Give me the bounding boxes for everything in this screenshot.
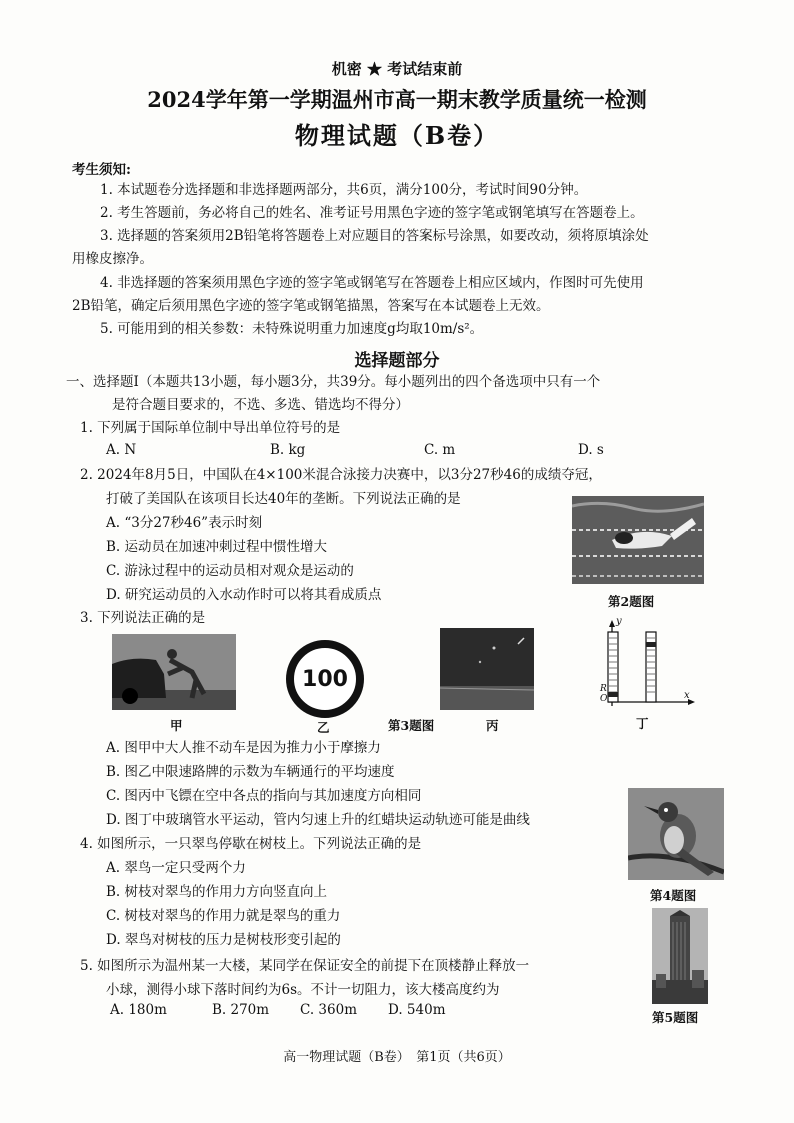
q3-option-b: B. 图乙中限速路牌的示数为车辆通行的平均速度	[106, 764, 395, 780]
glass-tube-diagram	[596, 618, 696, 710]
q2-swimmer-photo	[572, 496, 704, 584]
q1-option-a: A. N	[106, 442, 137, 458]
q2-caption: 第2题图	[608, 594, 655, 609]
q5-option-d: D. 540m	[388, 1002, 446, 1018]
q4-stem: 4. 如图所示，一只翠鸟停歇在树枝上。下列说法正确的是	[80, 836, 422, 852]
section-intro-1: 一、选择题Ⅰ（本题共13小题，每小题3分，共39分。每小题列出的四个备选项中只有一个	[66, 374, 601, 390]
swimmer-image	[572, 496, 704, 584]
notice-line-2: 2. 考生答题前，务必将自己的姓名、准考证号用黑色字迹的签字笔或钢笔填写在答题卷上。	[100, 205, 644, 221]
paper-subtitle: 物理试题（B卷）	[294, 121, 500, 150]
section-intro-2: 是符合题目要求的，不选、多选、错选均不得分）	[112, 397, 409, 413]
axis-y-label: y	[616, 618, 622, 627]
q1-stem: 1. 下列属于国际单位制中导出单位符号的是	[80, 420, 341, 436]
q4-option-b: B. 树枝对翠鸟的作用力方向竖直向上	[106, 884, 328, 900]
q5-building-photo	[652, 908, 708, 1004]
q1-option-d: D. s	[578, 442, 604, 458]
notice-line-5: 5. 可能用到的相关参数：未特殊说明重力加速度g均取10m/s²。	[100, 321, 484, 337]
notice-heading: 考生须知:	[72, 162, 131, 178]
notice-line-4a: 4. 非选择题的答案须用黑色字迹的签字笔或钢笔写在答题卷上相应区域内，作图时可先使用	[100, 275, 644, 291]
q2-option-a: A. “3分27秒46”表示时刻	[106, 515, 263, 531]
speed-limit-value: 100	[302, 666, 348, 692]
q3-fig-jia	[112, 634, 236, 710]
q4-bird-photo	[628, 788, 724, 880]
confidential-mark: 机密 ★ 考试结束前	[331, 60, 463, 78]
notice-line-3a: 3. 选择题的答案须用2B铅笔将答题卷上对应题目的答案标号涂黑，如要改动，须将原填涂处	[100, 228, 649, 244]
q5-option-b: B. 270m	[212, 1002, 270, 1018]
q2-option-d: D. 研究运动员的入水动作时可以将其看成质点	[106, 587, 382, 603]
q1-option-c: C. m	[424, 442, 456, 458]
q3-option-c: C. 图丙中飞镖在空中各点的指向与其加速度方向相同	[106, 788, 422, 804]
q5-option-a: A. 180m	[110, 1002, 167, 1018]
q2-stem-1: 2. 2024年8月5日，中国队在4×100米混合泳接力决赛中，以3分27秒46的成绩夺冠，	[80, 467, 602, 483]
axis-x-label: x	[684, 690, 690, 701]
q5-stem-2: 小球，测得小球下落时间约为6s。不计一切阻力，该大楼高度约为	[106, 982, 500, 998]
q3-caption: 第3题图	[388, 718, 435, 733]
q4-option-d: D. 翠鸟对树枝的压力是树枝形变引起的	[106, 932, 341, 948]
q4-option-a: A. 翠鸟一定只受两个力	[106, 860, 246, 876]
q3-label-jia: 甲	[170, 718, 183, 733]
axis-r-label: R	[600, 684, 607, 694]
q3-fig-bing	[440, 628, 534, 710]
axis-origin-label: O	[600, 694, 608, 704]
q3-label-ding: 丁	[636, 716, 649, 731]
q3-label-yi: 乙	[317, 720, 330, 735]
notice-line-1: 1. 本试题卷分选择题和非选择题两部分，共6页，满分100分，考试时间90分钟。	[100, 182, 588, 198]
dart-image	[440, 628, 534, 710]
notice-line-3b: 用橡皮擦净。	[72, 251, 153, 267]
q4-option-c: C. 树枝对翠鸟的作用力就是翠鸟的重力	[106, 908, 341, 924]
page-footer: 高一物理试题（B卷） 第1页（共6页）	[283, 1050, 511, 1065]
q2-stem-2: 打破了美国队在该项目长达40年的垄断。下列说法正确的是	[106, 491, 461, 507]
q3-option-d: D. 图丁中玻璃管水平运动，管内匀速上升的红蜡块运动轨迹可能是曲线	[106, 812, 530, 828]
speed-limit-sign	[286, 640, 364, 718]
notice-line-4b: 2B铅笔，确定后须用黑色字迹的签字笔或钢笔描黑，答案写在本试题卷上无效。	[72, 298, 550, 314]
q1-option-b: B. kg	[270, 442, 306, 458]
q3-option-a: A. 图甲中大人推不动车是因为推力小于摩擦力	[106, 740, 381, 756]
q2-option-b: B. 运动员在加速冲刺过程中惯性增大	[106, 539, 328, 555]
q5-stem-1: 5. 如图所示为温州某一大楼，某同学在保证安全的前提下在顶楼静止释放一	[80, 958, 530, 974]
building-image	[652, 908, 708, 1004]
exam-title: 2024学年第一学期温州市高一期末教学质量统一检测	[147, 87, 647, 112]
section-title: 选择题部分	[354, 351, 440, 371]
q3-label-bing: 丙	[486, 718, 499, 733]
car-push-image	[112, 634, 236, 710]
q4-caption: 第4题图	[650, 888, 697, 903]
q2-option-c: C. 游泳过程中的运动员相对观众是运动的	[106, 563, 354, 579]
q5-caption: 第5题图	[652, 1010, 699, 1025]
q3-fig-ding	[596, 618, 696, 710]
kingfisher-image	[628, 788, 724, 880]
q5-option-c: C. 360m	[300, 1002, 357, 1018]
q3-stem: 3. 下列说法正确的是	[80, 610, 206, 626]
